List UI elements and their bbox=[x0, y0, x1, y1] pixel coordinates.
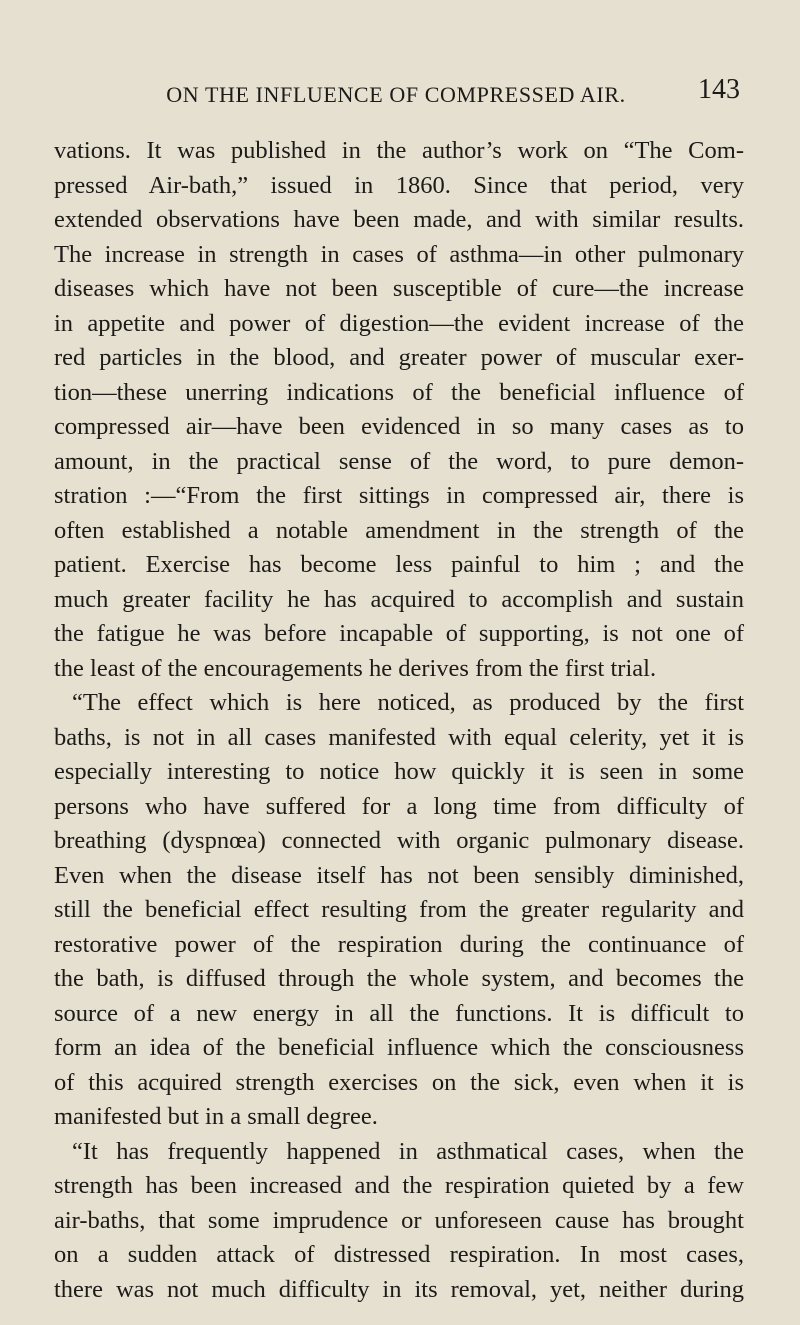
text-line: strength has been increased and the respiration quieted by a few bbox=[54, 1172, 744, 1199]
text-line: of this acquired strength exercises on the sick, even when it is bbox=[54, 1068, 744, 1096]
text-line: in appetite and power of digestion—the evident increase of the bbox=[54, 309, 744, 337]
text-line: still the beneficial effect resulting from the greater regularity and bbox=[54, 896, 744, 923]
text-line: especially interesting to notice how quickly it is seen in some bbox=[54, 758, 744, 785]
text-line: baths, is not in all cases manifested with equal celerity, yet it is bbox=[54, 723, 744, 751]
text-line: the fatigue he was before incapable of supporting, is not one of bbox=[54, 620, 744, 647]
text-line: persons who have suffered for a long time from difficulty of bbox=[54, 792, 744, 820]
text-line: much greater facility he has acquired to accomplish and sustain bbox=[54, 585, 744, 613]
page-number: 143 bbox=[698, 74, 740, 105]
text-line: manifested but in a small degree. bbox=[54, 1103, 378, 1130]
text-line: “It has frequently happened in asthmatical cases, when the bbox=[72, 1137, 744, 1165]
text-line: pressed Air-bath,” issued in 1860. Since that period, very bbox=[54, 171, 744, 199]
text-line: diseases which have not been susceptible of cure—the increase bbox=[54, 275, 744, 302]
text-line: restorative power of the respiration during the continuance of bbox=[54, 930, 744, 958]
text-line: the least of the encouragements he derives from the first trial. bbox=[54, 654, 657, 682]
running-head: ON THE INFLUENCE OF COMPRESSED AIR. bbox=[166, 82, 626, 107]
text-line: form an idea of the beneficial influence which the consciousness bbox=[54, 1034, 744, 1061]
text-line: amount, in the practical sense of the word, to pure demon- bbox=[54, 447, 744, 475]
text-line: stration :—“From the first sittings in compressed air, there is bbox=[54, 482, 744, 509]
text-line: Even when the disease itself has not been sensibly diminished, bbox=[54, 861, 744, 889]
text-line: on a sudden attack of distressed respiration. In most cases, bbox=[54, 1241, 744, 1268]
text-line: tion—these unerring indications of the beneficial influence of bbox=[54, 378, 744, 406]
text-line: often established a notable amendment in the strength of the bbox=[54, 516, 744, 544]
text-line: patient. Exercise has become less painful to him ; and the bbox=[54, 551, 744, 578]
body-text bbox=[54, 134, 744, 1307]
text-line: air-baths, that some imprudence or unforeseen cause has brought bbox=[54, 1206, 744, 1234]
text-line: vations. It was published in the author’s work on “The Com- bbox=[54, 137, 744, 164]
text-line: The increase in strength in cases of asthma—in other pulmonary bbox=[54, 240, 744, 268]
text-line: source of a new energy in all the functions. It is difficult to bbox=[54, 999, 744, 1027]
text-line: compressed air—have been evidenced in so many cases as to bbox=[54, 413, 744, 440]
text-line: breathing (dyspnœa) connected with organic pulmonary disease. bbox=[54, 827, 744, 854]
text-line: “The effect which is here noticed, as produced by the first bbox=[72, 689, 744, 716]
text-line: there was not much difficulty in its removal, yet, neither during bbox=[54, 1275, 744, 1303]
text-line: red particles in the blood, and greater power of muscular exer- bbox=[54, 344, 744, 371]
text-line: extended observations have been made, and with similar results. bbox=[54, 206, 744, 233]
text-line: the bath, is diffused through the whole system, and becomes the bbox=[54, 965, 744, 992]
